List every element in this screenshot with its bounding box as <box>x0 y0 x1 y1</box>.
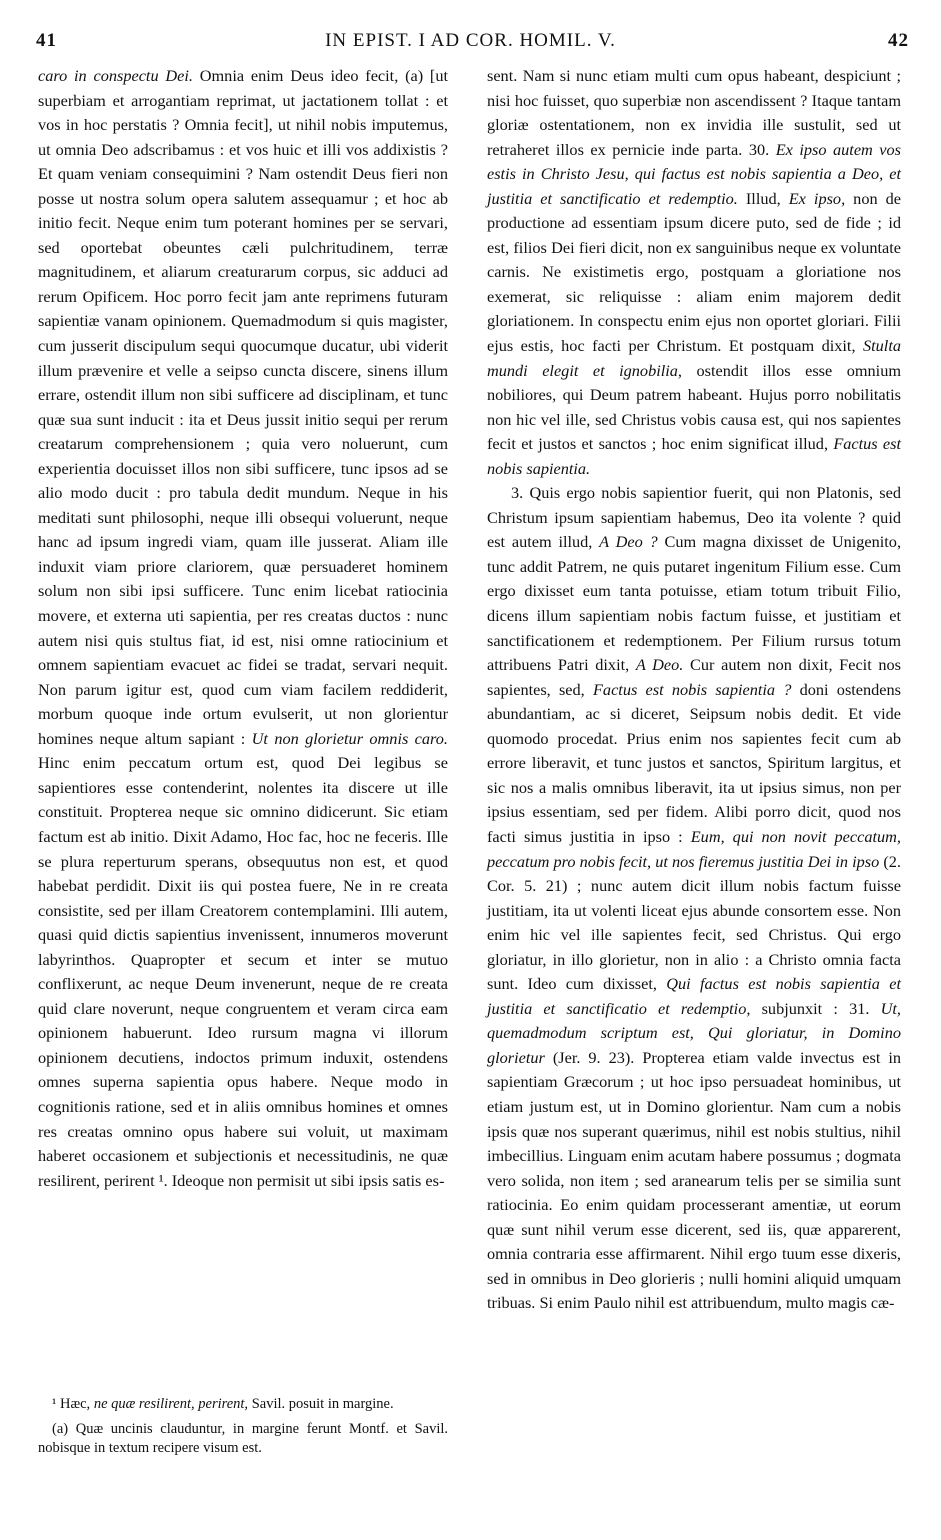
body-text: Illud, <box>737 188 789 208</box>
italic-text: caro in conspectu Dei. <box>38 66 193 85</box>
italic-text: A Deo ? <box>599 532 658 552</box>
body-text: Cum magna dixisset de Unigenito, tunc addit Patrem, ne quis putaret ingenitum Filium esse. Cum ergo dixisset eum tanta potuisse, etiam totum tribuit Filio, dicens illum sapientiam nobis factum fuisse, et justitiam et sanctificationem et redemptionem. Per Filium rursus totum attribuens Patri dixit, <box>487 532 902 675</box>
italic-text: Ut non glorietur omnis caro. <box>251 728 448 748</box>
left-column <box>38 64 448 1193</box>
italic-text: Ut, quemadmodum scriptum est, Qui gloriatur, in Domino glorietur <box>487 998 901 1067</box>
footnote-1 <box>38 1395 448 1414</box>
italic-text: Ex ipso autem vos estis in Christo Jesu, qui factus est nobis sapientia a Deo, et justitia et sanctificatio et redemptio. <box>487 139 902 208</box>
body-text: Hinc enim peccatum ortum est, quod Dei legibus se sapientiores esse contenderint, nolentes ita discere ut ille constituit. Propterea neque sic omnino didicerunt. Sic etiam factum est ab initio. Dixit Adamo, Hoc fac, hoc ne feceris. Ille se plura reperturum sperans, obsequutus non est, et quod habebat perdidit. Dixit iis qui postea fuere, Ne in re creata consistite, sed per illam Creatorem contemplamini. Illi autem, quasi quid dictis sapientius invenissent, innumeros moverunt labyrinthos. Quapropter et secum et inter se mutuo conflixerunt, ac neque Deum invenerunt, neque de re creata quid clare noverunt, neque congruentem et veram circa eam opinionem habuerunt. Ideo rursum magna vi illorum opinionem decutiens, indoctos primum induxit, ostendens omnes superna sapientia opus habere. Neque modo in cognitionis ratione, sed et in aliis omnibus homines et omnes res creatas omnino opus habere sui voluit, ut maximam haberet occasionem et subjectionis et necessitudinis, ne quæ resilirent, perirent ¹. Ideoque non permisit ut sibi ipsis satis es- <box>38 753 448 1190</box>
footnote-italic: ne quæ resilirent, perirent, <box>93 1396 249 1412</box>
italic-text: Qui factus est nobis sapientia et justitia et sanctificatio et redemptio, <box>487 974 901 1018</box>
body-text: non de productione ad essentiam ipsum dicere puto, sed de fide ; id est, filios Dei fieri dicit, non ex sanguinibus neque ex voluntate carnis. Ne existimetis ergo, postquam a gloriatione nos exemerat, sic reliquisse : aliam enim majorem dedit gloriationem. In conspectu enim ejus non oportet gloriari. Filii ejus estis, hoc facti per Christum. Et postquam dixit, <box>487 188 902 356</box>
footnote-a: (a) Quæ uncinis clauduntur, in margine ferunt Montf. et Savil. nobisque in textum recipere visum est. <box>38 1421 448 1456</box>
right-column <box>487 64 901 1316</box>
footnote-text: Savil. posuit in margine. <box>248 1396 394 1412</box>
right-paragraph-1 <box>487 64 901 481</box>
body-text: ostendit illos esse omnium nobiliores, qui Deum patrem habeant. Hujus porro nobilitatis non hic vel ille, sed Christus vobis causa est, qui nos sapientes fecit et justos et sanctos ; hoc enim significat illud, <box>487 360 902 454</box>
footnote-marker: ¹ Hæc, <box>52 1396 94 1412</box>
right-paragraph-2 <box>487 481 901 1316</box>
body-text: 3. Quis ergo nobis sapientior fuerit, qui non Platonis, sed Christum ipsum sapientiam habemus, Deo ita volente ? quid est autem illud, <box>487 483 901 552</box>
italic-text: Ex ipso, <box>788 188 846 208</box>
body-text: (2. Cor. 5. 21) ; nunc autem dicit illum nobis factum fuisse justitiam, ita ut volenti liceat ejus abunde consortem esse. Non enim hic vel ille sapientes fecit, sed Christus. Qui ergo gloriatur, in illo glorietur, non in alio : a Christo omnia facta sunt. Ideo cum dixisset, <box>487 851 901 994</box>
running-head: IN EPIST. I AD COR. HOMIL. V. <box>325 30 616 51</box>
left-paragraph <box>38 64 448 1193</box>
page-header <box>0 30 941 60</box>
page-number-left: 41 <box>36 30 57 51</box>
body-text: doni ostendens abundantiam, ac si diceret, Seipsum nobis dedit. Et vide quomodo procedat. Prius enim nos sapientes fecit cum ab errore liberavit, et tunc justos et sanctos, Spiritum largitus, et sic nos a malis omnibus liberavit, ita ut ipsius simus, non per ipsius essentiam, sed per fidem. Alibi porro dicit, quod nos facti simus justitia in ipso : <box>487 679 902 846</box>
italic-text: Stulta mundi elegit et ignobilia, <box>487 336 901 380</box>
body-text: (Jer. 9. 23). Propterea etiam valde invectus est in sapientiam Græcorum ; ut hoc ipso persuadeat hominibus, ut etiam justum est, ut in Domino glorientur. Nam cum a nobis ipsis quæ nos superant quærimus, nihil est nobis stultius, nihil imbecillius. Linguam enim acutam habere possumus ; dogmata vero solida, non item ; sed aranearum telis per se similia sunt ratiocinia. Eo enim quidam processerant amentiæ, ut eorum quæ sunt nihil verum esse dicerent, sed iis, quæ apparerent, omnia contraria esse affirmarent. Nihil ergo tuum esse dixeris, sed in omnibus in Deo glorieris ; nulli homini aliquid umquam tribuas. Si enim Paulo nihil est attribuendum, multo magis cæ- <box>487 1047 901 1313</box>
body-text: Omnia enim Deus ideo fecit, (a) [ut superbiam et arrogantiam reprimat, ut jactationem tollat : et vos in hoc perstatis ? Omnia fecit], ut nihil nobis imputemus, ut omnia Deo adscribamus : et vos huic et illi vos addixistis ? Et quam veniam consequimini ? Nam ostendit Deus fieri non posse ut nostra solum opera salutem assequamur ; et hoc ab initio fecit. Neque enim tum poterant homines per se servari, sed oportebat obeuntes cæli pulchritudinem, terræ magnitudinem, et aliarum creaturarum corpus, sic adduci ad rerum Opificem. Hoc porro fecit jam ante reprimens futuram sapientiæ vanam opinionem. Quemadmodum si quis magister, cum jusserit discipulum sequi quocumque ducatur, ubi viderit illum prævenire et velle a seipso cuncta discere, sinens illum errare, ostendit illum non sibi sufficere ad disciplinam, et tunc quæ sua sunt inducit : ita et Deus jussit initio sequi per rerum creatarum comprehensionem ; quia vero noluerunt, cum experientia docuisset illos non sibi sufficere, tunc ipsos ad se alio modo ducit : pro tabula dedit mundum. Neque in his meditati sunt philosophi, neque illi obsequi voluerunt, neque hanc ad ipsum ingredi viam, quam ille jusserat. Aliam ille induxit viam priore clariorem, quæ persuaderet hominem solum non sibi ipsi sufficere. Tunc enim licebat ratiocinia movere, et externa uti sapientia, per res creatas ductos : nunc autem nisi quis stultus fiat, id est, nisi omne ratiocinium et omnem sapientiam evacuet ac fidei se tradat, servari nequit. Non parum igitur est, quod cum viam facilem reddiderit, morbum quoque inde ortum evulserit, ut non glorientur homines neque altum sapiant : <box>38 66 449 748</box>
body-text: Cur autem non dixit, Fecit nos sapientes, sed, <box>487 655 902 699</box>
body-text: sent. Nam si nunc etiam multi cum opus habeant, despiciunt ; nisi hoc fuisset, quo superbiæ non ascendissent ? Itaque tantam gloriæ ostentationem, non ex invidia ille sustulit, sed ut retraheret illos ex pernicie inde parta. 30. <box>487 66 901 159</box>
italic-text: Eum, qui non novit peccatum, peccatum pro nobis fecit, ut nos fieremus justitia Dei in ipso <box>487 826 901 871</box>
italic-text: Factus est nobis sapientia ? <box>592 679 792 699</box>
page-number-right: 42 <box>888 30 909 51</box>
italic-text: A Deo. <box>635 655 684 675</box>
footnotes <box>38 1395 448 1464</box>
body-text: subjunxit : 31. <box>750 998 881 1018</box>
italic-text: Factus est nobis sapientia. <box>487 434 901 478</box>
